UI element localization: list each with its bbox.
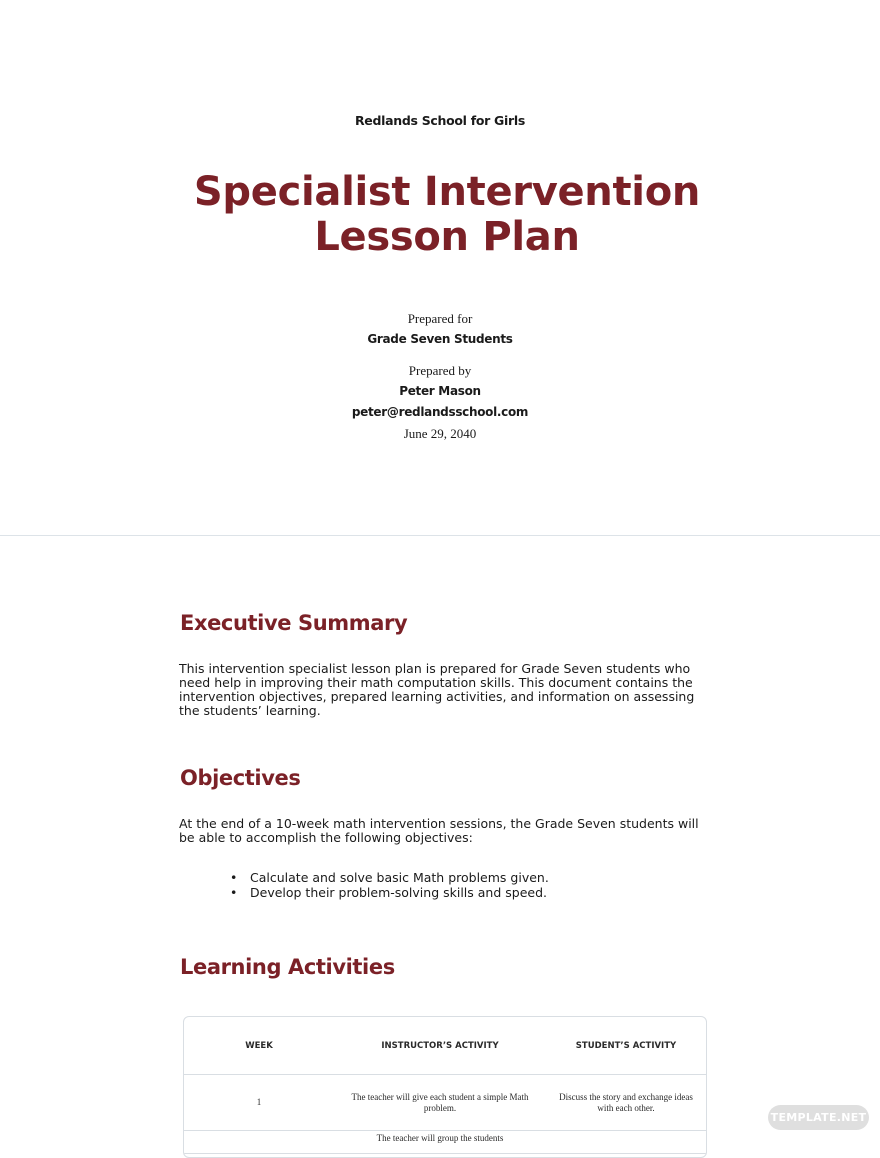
list-item-text: Develop their problem-solving skills and speed. xyxy=(250,884,547,900)
week-cell xyxy=(184,1131,334,1154)
bullet-icon: • xyxy=(230,870,238,885)
bullet-icon: • xyxy=(230,884,238,900)
objectives-list xyxy=(230,871,549,900)
executive-summary-heading: Executive Summary xyxy=(180,611,408,635)
table-row xyxy=(184,1131,706,1154)
table-header-row xyxy=(184,1017,706,1075)
list-item-text: Calculate and solve basic Math problems given. xyxy=(250,870,549,885)
template-watermark: TEMPLATE.NET xyxy=(768,1105,869,1130)
column-header-student-activity: STUDENT’S ACTIVITY xyxy=(546,1017,706,1075)
learning-activities-heading: Learning Activities xyxy=(180,955,395,979)
school-name: Redlands School for Girls xyxy=(354,113,525,128)
learning-activities-table xyxy=(183,1016,707,1158)
prepared-for-value: Grade Seven Students xyxy=(367,332,513,346)
executive-summary-text: This intervention specialist lesson plan is prepared for Grade Seven students who need help in improving their math computation skills. This document contains the intervention objectives, prepared learning activities, and information on assessing the students’ learning. xyxy=(179,661,695,718)
page-divider xyxy=(0,535,880,536)
list-item xyxy=(230,886,549,901)
table-row xyxy=(184,1075,706,1131)
column-header-instructor-activity: INSTRUCTOR’S ACTIVITY xyxy=(334,1017,546,1075)
document-title: Specialist Intervention Lesson Plan xyxy=(193,169,701,260)
objectives-heading: Objectives xyxy=(180,766,301,790)
objectives-intro: At the end of a 10-week math intervention sessions, the Grade Seven students will be able to accomplish the following objectives: xyxy=(179,816,699,845)
author-email: peter@redlandsschool.com xyxy=(351,405,529,419)
prepared-by-label: Prepared by xyxy=(408,363,472,378)
student-activity-cell: Discuss the story and exchange ideas with each other. xyxy=(546,1075,706,1131)
prepared-for-label: Prepared for xyxy=(407,311,473,326)
list-item xyxy=(230,871,549,886)
instructor-activity-cell: The teacher will give each student a simple Math problem. xyxy=(334,1075,546,1131)
document-date: June 29, 2040 xyxy=(403,426,477,441)
column-header-week: WEEK xyxy=(184,1017,334,1075)
week-cell: 1 xyxy=(184,1075,334,1131)
student-activity-cell xyxy=(546,1131,706,1154)
instructor-activity-cell: The teacher will group the students xyxy=(334,1131,546,1154)
cover-page xyxy=(0,0,880,536)
author-name: Peter Mason xyxy=(399,384,481,398)
